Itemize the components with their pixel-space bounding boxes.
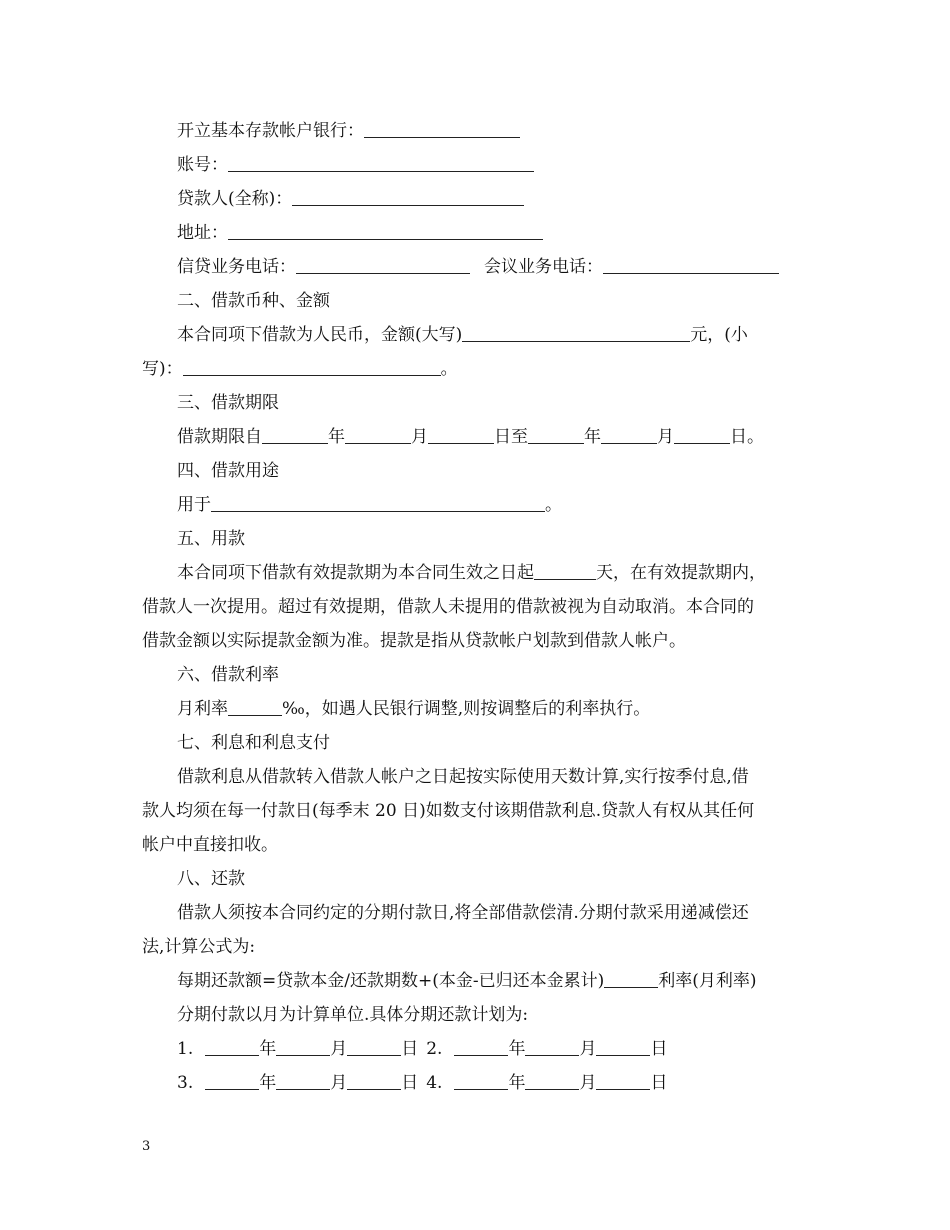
section6-heading: 六、借款利率 — [177, 665, 279, 685]
amount-small-end: 。 — [440, 359, 458, 379]
s1-year-blank[interactable] — [205, 1039, 259, 1056]
s2-year-label: 年 — [508, 1039, 526, 1059]
interest-line-2: 款人均须在每一付款日(每季末 20 日)如数支付该期借款利息.贷款人有权从其任何 — [142, 801, 755, 821]
s4-day-blank[interactable] — [596, 1073, 650, 1090]
phone-line — [177, 257, 779, 277]
term-year-label: 年 — [328, 427, 345, 447]
interest-line-1: 借款利息从借款转入借款人帐户之日起按实际使用天数计算,实行按季付息,借 — [177, 767, 749, 787]
basic-bank-line — [177, 121, 520, 141]
s2-month-blank[interactable] — [525, 1039, 579, 1056]
section2-heading: 二、借款币种、金额 — [177, 291, 330, 311]
section8-heading: 八、还款 — [177, 869, 245, 889]
account-no-blank[interactable] — [228, 155, 534, 172]
purpose-line — [177, 495, 562, 515]
end-day-blank[interactable] — [674, 427, 730, 444]
amount-unit: 元，(小 — [690, 325, 748, 345]
credit-phone-blank[interactable] — [296, 257, 470, 274]
term-year-label-2: 年 — [584, 427, 601, 447]
formula-rate: 利率(月利率) — [658, 971, 757, 991]
end-month-blank[interactable] — [601, 427, 657, 444]
monthly-rate-blank[interactable] — [228, 699, 282, 716]
account-no-label: 账号： — [177, 155, 228, 175]
schedule-row-2 — [177, 1073, 667, 1093]
address-line — [177, 223, 543, 243]
section7-heading: 七、利息和利息支付 — [177, 733, 330, 753]
section3-heading: 三、借款期限 — [177, 393, 279, 413]
address-blank[interactable] — [228, 223, 543, 240]
s3-year-label: 年 — [259, 1073, 277, 1093]
start-year-blank[interactable] — [262, 427, 328, 444]
repay-line-2: 法,计算公式为: — [142, 937, 256, 957]
s3-day-label: 日 — [401, 1073, 419, 1093]
s3-year-blank[interactable] — [205, 1073, 259, 1090]
s4-year-label: 年 — [508, 1073, 526, 1093]
amount-small-line — [142, 359, 458, 379]
repay-line-1: 借款人须按本合同约定的分期付款日,将全部借款偿清.分期付款采用递减偿还 — [177, 903, 749, 923]
rate-suffix: ‰，如遇人民银行调整,则按调整后的利率执行。 — [282, 699, 651, 719]
amount-small-blank[interactable] — [183, 359, 441, 376]
formula-text: 每期还款额=贷款本金/还款期数+(本金-已归还本金累计) — [177, 971, 605, 991]
amount-line — [177, 325, 748, 345]
schedule-row-1 — [177, 1039, 667, 1059]
lender-label: 贷款人(全称)： — [177, 189, 293, 209]
s2-year-blank[interactable] — [454, 1039, 508, 1056]
account-no-line — [177, 155, 534, 175]
end-year-blank[interactable] — [528, 427, 584, 444]
amount-text: 本合同项下借款为人民币，金额(大写) — [177, 325, 463, 345]
section4-heading: 四、借款用途 — [177, 461, 279, 481]
start-day-blank[interactable] — [428, 427, 494, 444]
s1-year-label: 年 — [259, 1039, 277, 1059]
s1-month-blank[interactable] — [276, 1039, 330, 1056]
section5-heading: 五、用款 — [177, 529, 245, 549]
s1-day-label: 日 — [401, 1039, 419, 1059]
meeting-phone-label: 会议业务电话： — [484, 257, 603, 277]
purpose-prefix: 用于 — [177, 495, 211, 515]
s1-day-blank[interactable] — [347, 1039, 401, 1056]
purpose-end: 。 — [545, 495, 562, 515]
withdrawal-line-3: 借款金额以实际提款金额为准。提款是指从贷款帐户划款到借款人帐户。 — [142, 631, 686, 651]
s4-year-blank[interactable] — [454, 1073, 508, 1090]
schedule-num-1: 1. — [177, 1039, 194, 1059]
s3-day-blank[interactable] — [347, 1073, 401, 1090]
withdrawal-line-2: 借款人一次提用。超过有效提期，借款人未提用的借款被视为自动取消。本合同的 — [142, 597, 754, 617]
s2-day-blank[interactable] — [596, 1039, 650, 1056]
term-line — [177, 427, 764, 447]
meeting-phone-blank[interactable] — [603, 257, 779, 274]
basic-bank-blank[interactable] — [364, 121, 520, 138]
lender-blank[interactable] — [292, 189, 524, 206]
rate-line — [177, 699, 650, 719]
withdrawal-days-blank[interactable] — [534, 563, 596, 580]
plan-line: 分期付款以月为计算单位.具体分期还款计划为: — [177, 1005, 529, 1025]
term-day-end: 日。 — [730, 427, 764, 447]
s1-month-label: 月 — [330, 1039, 348, 1059]
credit-phone-label: 信贷业务电话： — [177, 257, 296, 277]
basic-bank-label: 开立基本存款帐户银行： — [177, 121, 364, 141]
rate-prefix: 月利率 — [177, 699, 228, 719]
term-day-to: 日至 — [494, 427, 528, 447]
term-month-label: 月 — [411, 427, 428, 447]
page-number: 3 — [142, 1139, 151, 1154]
amount-capital-blank[interactable] — [462, 325, 690, 342]
lender-line — [177, 189, 524, 209]
formula-blank[interactable] — [604, 971, 658, 988]
s4-month-label: 月 — [579, 1073, 597, 1093]
address-label: 地址： — [177, 223, 228, 243]
schedule-num-4: 4. — [426, 1073, 443, 1093]
s2-day-label: 日 — [650, 1039, 668, 1059]
withdrawal-text-a: 本合同项下借款有效提款期为本合同生效之日起 — [177, 563, 534, 583]
interest-line-3: 帐户中直接扣收。 — [142, 835, 278, 855]
term-prefix: 借款期限自 — [177, 427, 262, 447]
amount-small-label: 写)： — [142, 359, 183, 379]
term-month-label-2: 月 — [657, 427, 674, 447]
schedule-num-2: 2. — [426, 1039, 443, 1059]
schedule-num-3: 3. — [177, 1073, 194, 1093]
withdrawal-text-b: 天，在有效提款期内， — [596, 563, 766, 583]
s2-month-label: 月 — [579, 1039, 597, 1059]
s3-month-label: 月 — [330, 1073, 348, 1093]
s3-month-blank[interactable] — [276, 1073, 330, 1090]
start-month-blank[interactable] — [345, 427, 411, 444]
withdrawal-line-1 — [177, 563, 766, 583]
purpose-blank[interactable] — [211, 495, 545, 512]
s4-day-label: 日 — [650, 1073, 668, 1093]
formula-line — [177, 971, 757, 991]
s4-month-blank[interactable] — [525, 1073, 579, 1090]
